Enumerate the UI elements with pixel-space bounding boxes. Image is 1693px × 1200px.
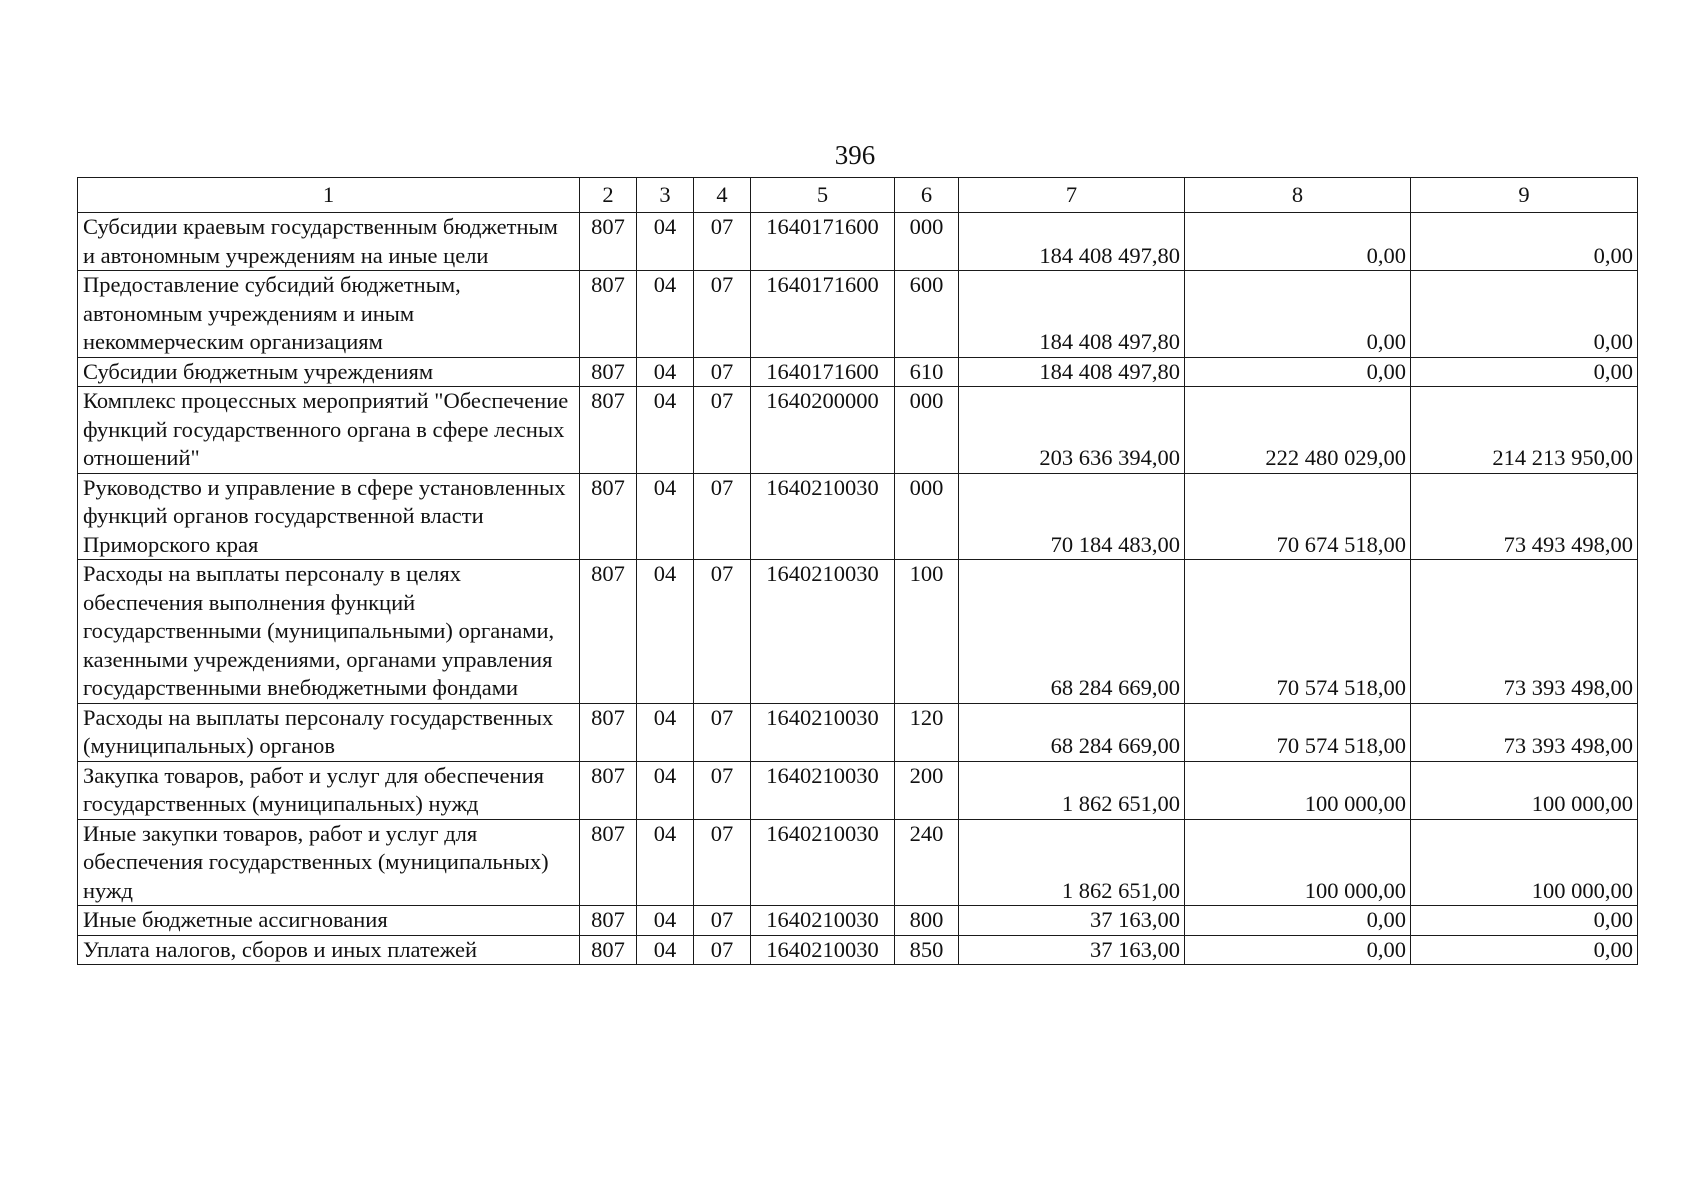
amount-col9: 73 393 498,00 — [1411, 560, 1638, 704]
target-article-code: 1640210030 — [751, 473, 895, 560]
header-cell: 8 — [1185, 178, 1411, 213]
amount-col8: 0,00 — [1185, 935, 1411, 965]
ministry-code: 807 — [580, 213, 637, 271]
expense-type-code: 610 — [895, 357, 959, 387]
subsection-code: 07 — [694, 819, 751, 906]
table-row — [78, 473, 1638, 560]
amount-col9: 0,00 — [1411, 213, 1638, 271]
row-name: Предоставление субсидий бюджетным, автономным учреждениям и иным некоммерческим организациям — [78, 271, 580, 358]
budget-table — [77, 177, 1638, 965]
amount-col7: 68 284 669,00 — [959, 560, 1185, 704]
target-article-code: 1640210030 — [751, 703, 895, 761]
expense-type-code: 850 — [895, 935, 959, 965]
expense-type-code: 000 — [895, 387, 959, 474]
expense-type-code: 200 — [895, 761, 959, 819]
amount-col7: 184 408 497,80 — [959, 357, 1185, 387]
table-row — [78, 906, 1638, 936]
row-name: Комплекс процессных мероприятий "Обеспечение функций государственного органа в сфере лесных отношений" — [78, 387, 580, 474]
header-cell: 2 — [580, 178, 637, 213]
amount-col8: 100 000,00 — [1185, 819, 1411, 906]
section-code: 04 — [637, 703, 694, 761]
table-row — [78, 271, 1638, 358]
table-row — [78, 560, 1638, 704]
amount-col7: 1 862 651,00 — [959, 761, 1185, 819]
row-name: Расходы на выплаты персоналу в целях обеспечения выполнения функций государственными (муниципальными) органами, казенными учреждениями, органами управления государственными внебюджетными фондами — [78, 560, 580, 704]
row-name: Расходы на выплаты персоналу государственных (муниципальных) органов — [78, 703, 580, 761]
table-row — [78, 819, 1638, 906]
amount-col9: 100 000,00 — [1411, 819, 1638, 906]
amount-col8: 100 000,00 — [1185, 761, 1411, 819]
row-name: Субсидии краевым государственным бюджетным и автономным учреждениям на иные цели — [78, 213, 580, 271]
amount-col8: 70 574 518,00 — [1185, 703, 1411, 761]
expense-type-code: 000 — [895, 213, 959, 271]
section-code: 04 — [637, 213, 694, 271]
amount-col8: 0,00 — [1185, 357, 1411, 387]
target-article-code: 1640171600 — [751, 213, 895, 271]
amount-col7: 203 636 394,00 — [959, 387, 1185, 474]
ministry-code: 807 — [580, 473, 637, 560]
amount-col9: 73 493 498,00 — [1411, 473, 1638, 560]
subsection-code: 07 — [694, 213, 751, 271]
target-article-code: 1640200000 — [751, 387, 895, 474]
target-article-code: 1640210030 — [751, 935, 895, 965]
target-article-code: 1640210030 — [751, 560, 895, 704]
table-row — [78, 703, 1638, 761]
expense-type-code: 120 — [895, 703, 959, 761]
row-name: Руководство и управление в сфере установленных функций органов государственной власти Приморского края — [78, 473, 580, 560]
section-code: 04 — [637, 819, 694, 906]
section-code: 04 — [637, 906, 694, 936]
amount-col9: 0,00 — [1411, 935, 1638, 965]
amount-col7: 1 862 651,00 — [959, 819, 1185, 906]
amount-col7: 37 163,00 — [959, 935, 1185, 965]
header-cell: 7 — [959, 178, 1185, 213]
expense-type-code: 100 — [895, 560, 959, 704]
header-cell: 5 — [751, 178, 895, 213]
amount-col9: 73 393 498,00 — [1411, 703, 1638, 761]
amount-col7: 70 184 483,00 — [959, 473, 1185, 560]
header-cell: 6 — [895, 178, 959, 213]
section-code: 04 — [637, 761, 694, 819]
page-number: 396 — [834, 140, 876, 170]
amount-col8: 70 574 518,00 — [1185, 560, 1411, 704]
target-article-code: 1640210030 — [751, 819, 895, 906]
expense-type-code: 000 — [895, 473, 959, 560]
ministry-code: 807 — [580, 935, 637, 965]
ministry-code: 807 — [580, 761, 637, 819]
subsection-code: 07 — [694, 703, 751, 761]
ministry-code: 807 — [580, 703, 637, 761]
amount-col9: 0,00 — [1411, 271, 1638, 358]
subsection-code: 07 — [694, 761, 751, 819]
subsection-code: 07 — [694, 387, 751, 474]
subsection-code: 07 — [694, 906, 751, 936]
amount-col8: 0,00 — [1185, 271, 1411, 358]
section-code: 04 — [637, 935, 694, 965]
amount-col7: 184 408 497,80 — [959, 213, 1185, 271]
header-cell: 3 — [637, 178, 694, 213]
section-code: 04 — [637, 560, 694, 704]
table-row — [78, 935, 1638, 965]
row-name: Иные закупки товаров, работ и услуг для обеспечения государственных (муниципальных) нужд — [78, 819, 580, 906]
expense-type-code: 600 — [895, 271, 959, 358]
header-cell: 9 — [1411, 178, 1638, 213]
header-row — [78, 178, 1638, 213]
amount-col9: 214 213 950,00 — [1411, 387, 1638, 474]
row-name: Иные бюджетные ассигнования — [78, 906, 580, 936]
target-article-code: 1640171600 — [751, 357, 895, 387]
ministry-code: 807 — [580, 819, 637, 906]
expense-type-code: 800 — [895, 906, 959, 936]
header-cell: 1 — [78, 178, 580, 213]
subsection-code: 07 — [694, 271, 751, 358]
expense-type-code: 240 — [895, 819, 959, 906]
amount-col9: 0,00 — [1411, 906, 1638, 936]
section-code: 04 — [637, 387, 694, 474]
target-article-code: 1640210030 — [751, 906, 895, 936]
section-code: 04 — [637, 473, 694, 560]
row-name: Закупка товаров, работ и услуг для обеспечения государственных (муниципальных) нужд — [78, 761, 580, 819]
amount-col9: 100 000,00 — [1411, 761, 1638, 819]
amount-col7: 184 408 497,80 — [959, 271, 1185, 358]
section-code: 04 — [637, 357, 694, 387]
table-row — [78, 357, 1638, 387]
section-code: 04 — [637, 271, 694, 358]
subsection-code: 07 — [694, 357, 751, 387]
row-name: Уплата налогов, сборов и иных платежей — [78, 935, 580, 965]
amount-col8: 222 480 029,00 — [1185, 387, 1411, 474]
amount-col8: 0,00 — [1185, 213, 1411, 271]
amount-col8: 70 674 518,00 — [1185, 473, 1411, 560]
row-name: Субсидии бюджетным учреждениям — [78, 357, 580, 387]
ministry-code: 807 — [580, 560, 637, 704]
subsection-code: 07 — [694, 935, 751, 965]
subsection-code: 07 — [694, 473, 751, 560]
amount-col8: 0,00 — [1185, 906, 1411, 936]
target-article-code: 1640171600 — [751, 271, 895, 358]
table-row — [78, 387, 1638, 474]
subsection-code: 07 — [694, 560, 751, 704]
table-row — [78, 761, 1638, 819]
ministry-code: 807 — [580, 271, 637, 358]
ministry-code: 807 — [580, 906, 637, 936]
amount-col7: 37 163,00 — [959, 906, 1185, 936]
amount-col9: 0,00 — [1411, 357, 1638, 387]
target-article-code: 1640210030 — [751, 761, 895, 819]
table-row — [78, 213, 1638, 271]
amount-col7: 68 284 669,00 — [959, 703, 1185, 761]
ministry-code: 807 — [580, 387, 637, 474]
ministry-code: 807 — [580, 357, 637, 387]
header-cell: 4 — [694, 178, 751, 213]
